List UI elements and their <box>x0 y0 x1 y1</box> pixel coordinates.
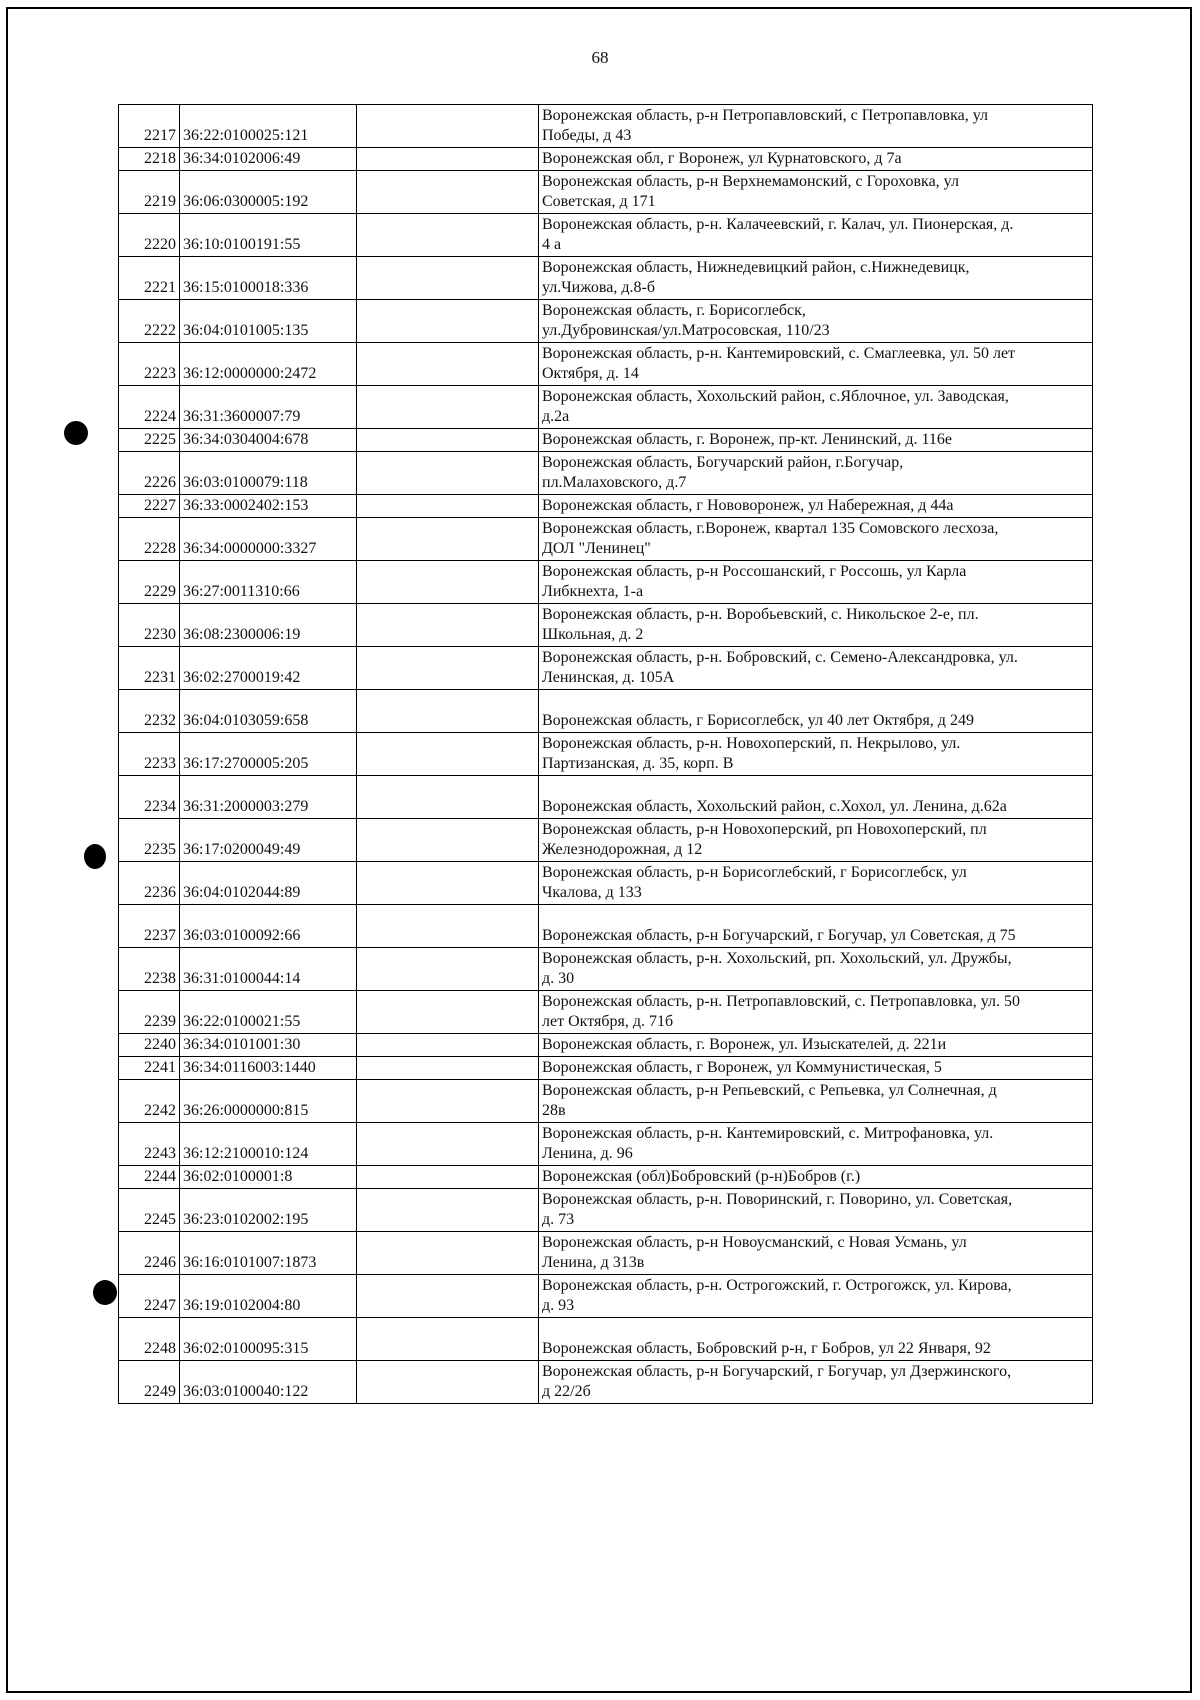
hole-punch-mark-3 <box>93 1280 117 1305</box>
table-row <box>119 300 1093 343</box>
cadastral-number: 36:23:0102002:195 <box>180 1189 357 1232</box>
address-cell: Воронежская область, р-н Петропавловский, с Петропавловка, ул Победы, д 43 <box>539 105 1093 148</box>
cadastral-number: 36:02:0100001:8 <box>180 1166 357 1189</box>
address-cell: Воронежская область, р-н Россошанский, г Россошь, ул Карла Либкнехта, 1-а <box>539 561 1093 604</box>
address-cell: Воронежская область, р-н. Калачеевский, г. Калач, ул. Пионерская, д. 4 а <box>539 214 1093 257</box>
row-number: 2237 <box>119 905 180 948</box>
empty-cell <box>357 776 539 819</box>
table-row <box>119 991 1093 1034</box>
empty-cell <box>357 1361 539 1404</box>
row-number: 2226 <box>119 452 180 495</box>
empty-cell <box>357 105 539 148</box>
cadastral-number: 36:34:0102006:49 <box>180 148 357 171</box>
row-number: 2229 <box>119 561 180 604</box>
address-cell: Воронежская область, р-н. Кантемировский, с. Митрофановка, ул. Ленина, д. 96 <box>539 1123 1093 1166</box>
address-cell: Воронежская область, г. Воронеж, пр-кт. Ленинский, д. 116е <box>539 429 1093 452</box>
empty-cell <box>357 452 539 495</box>
table-row <box>119 862 1093 905</box>
table-row <box>119 1080 1093 1123</box>
empty-cell <box>357 1189 539 1232</box>
empty-cell <box>357 905 539 948</box>
address-cell: Воронежская область, р-н. Новохоперский, п. Некрылово, ул. Партизанская, д. 35, корп. В <box>539 733 1093 776</box>
table-row <box>119 1189 1093 1232</box>
row-number: 2247 <box>119 1275 180 1318</box>
table-row <box>119 1275 1093 1318</box>
cadastral-number: 36:17:0200049:49 <box>180 819 357 862</box>
address-cell: Воронежская область, р-н Богучарский, г Богучар, ул Советская, д 75 <box>539 905 1093 948</box>
address-cell: Воронежская область, р-н. Кантемировский, с. Смаглеевка, ул. 50 лет Октября, д. 14 <box>539 343 1093 386</box>
cadastral-number: 36:03:0100079:118 <box>180 452 357 495</box>
cadastral-number: 36:02:0100095:315 <box>180 1318 357 1361</box>
empty-cell <box>357 300 539 343</box>
cadastral-number: 36:12:0000000:2472 <box>180 343 357 386</box>
cadastral-number: 36:31:2000003:279 <box>180 776 357 819</box>
empty-cell <box>357 1057 539 1080</box>
empty-cell <box>357 148 539 171</box>
page-number: 68 <box>591 48 609 67</box>
cadastral-number: 36:04:0103059:658 <box>180 690 357 733</box>
row-number: 2240 <box>119 1034 180 1057</box>
table-row <box>119 148 1093 171</box>
table-row <box>119 429 1093 452</box>
row-number: 2246 <box>119 1232 180 1275</box>
table-row <box>119 733 1093 776</box>
empty-cell <box>357 1080 539 1123</box>
cadastral-number: 36:04:0102044:89 <box>180 862 357 905</box>
empty-cell <box>357 1232 539 1275</box>
cadastral-number: 36:31:0100044:14 <box>180 948 357 991</box>
table-row <box>119 604 1093 647</box>
table-row <box>119 819 1093 862</box>
row-number: 2235 <box>119 819 180 862</box>
empty-cell <box>357 257 539 300</box>
row-number: 2234 <box>119 776 180 819</box>
table-row <box>119 1166 1093 1189</box>
registry-table <box>118 104 1093 1404</box>
row-number: 2238 <box>119 948 180 991</box>
address-cell: Воронежская область, г. Борисоглебск, ул.Дубровинская/ул.Матросовская, 110/23 <box>539 300 1093 343</box>
empty-cell <box>357 819 539 862</box>
empty-cell <box>357 1166 539 1189</box>
row-number: 2221 <box>119 257 180 300</box>
empty-cell <box>357 690 539 733</box>
table-row <box>119 105 1093 148</box>
address-cell: Воронежская область, Хохольский район, с.Яблочное, ул. Заводская, д.2а <box>539 386 1093 429</box>
row-number: 2227 <box>119 495 180 518</box>
cadastral-number: 36:02:2700019:42 <box>180 647 357 690</box>
table-row <box>119 495 1093 518</box>
empty-cell <box>357 171 539 214</box>
address-cell: Воронежская область, г. Воронеж, ул. Изыскателей, д. 221и <box>539 1034 1093 1057</box>
address-cell: Воронежская область, р-н. Хохольский, рп. Хохольский, ул. Дружбы, д. 30 <box>539 948 1093 991</box>
table-row <box>119 647 1093 690</box>
address-cell: Воронежская область, р-н. Острогожский, г. Острогожск, ул. Кирова, д. 93 <box>539 1275 1093 1318</box>
address-cell: Воронежская область, Бобровский р-н, г Бобров, ул 22 Января, 92 <box>539 1318 1093 1361</box>
cadastral-number: 36:27:0011310:66 <box>180 561 357 604</box>
row-number: 2219 <box>119 171 180 214</box>
empty-cell <box>357 647 539 690</box>
cadastral-number: 36:17:2700005:205 <box>180 733 357 776</box>
address-cell: Воронежская область, р-н Верхнемамонский, с Гороховка, ул Советская, д 171 <box>539 171 1093 214</box>
table-row <box>119 214 1093 257</box>
cadastral-number: 36:06:0300005:192 <box>180 171 357 214</box>
empty-cell <box>357 948 539 991</box>
row-number: 2242 <box>119 1080 180 1123</box>
empty-cell <box>357 604 539 647</box>
row-number: 2249 <box>119 1361 180 1404</box>
cadastral-number: 36:19:0102004:80 <box>180 1275 357 1318</box>
row-number: 2245 <box>119 1189 180 1232</box>
row-number: 2218 <box>119 148 180 171</box>
row-number: 2231 <box>119 647 180 690</box>
address-cell: Воронежская область, р-н. Петропавловский, с. Петропавловка, ул. 50 лет Октября, д. 71б <box>539 991 1093 1034</box>
cadastral-number: 36:10:0100191:55 <box>180 214 357 257</box>
cadastral-number: 36:34:0116003:1440 <box>180 1057 357 1080</box>
cadastral-number: 36:31:3600007:79 <box>180 386 357 429</box>
row-number: 2223 <box>119 343 180 386</box>
address-cell: Воронежская область, р-н Новоусманский, с Новая Усмань, ул Ленина, д 313в <box>539 1232 1093 1275</box>
empty-cell <box>357 1034 539 1057</box>
address-cell: Воронежская область, Богучарский район, г.Богучар, пл.Малаховского, д.7 <box>539 452 1093 495</box>
cadastral-number: 36:34:0101001:30 <box>180 1034 357 1057</box>
address-cell: Воронежская область, р-н Репьевский, с Репьевка, ул Солнечная, д 28в <box>539 1080 1093 1123</box>
empty-cell <box>357 991 539 1034</box>
address-cell: Воронежская область, р-н. Воробьевский, с. Никольское 2-е, пл. Школьная, д. 2 <box>539 604 1093 647</box>
table-row <box>119 171 1093 214</box>
row-number: 2230 <box>119 604 180 647</box>
row-number: 2224 <box>119 386 180 429</box>
cadastral-number: 36:26:0000000:815 <box>180 1080 357 1123</box>
address-cell: Воронежская область, г Борисоглебск, ул 40 лет Октября, д 249 <box>539 690 1093 733</box>
table-row <box>119 452 1093 495</box>
cadastral-number: 36:16:0101007:1873 <box>180 1232 357 1275</box>
empty-cell <box>357 386 539 429</box>
address-cell: Воронежская область, г.Воронеж, квартал 135 Сомовского лесхоза, ДОЛ "Ленинец" <box>539 518 1093 561</box>
row-number: 2232 <box>119 690 180 733</box>
empty-cell <box>357 1123 539 1166</box>
empty-cell <box>357 495 539 518</box>
table-row <box>119 1361 1093 1404</box>
cadastral-number: 36:12:2100010:124 <box>180 1123 357 1166</box>
row-number: 2248 <box>119 1318 180 1361</box>
table-row <box>119 1232 1093 1275</box>
cadastral-number: 36:04:0101005:135 <box>180 300 357 343</box>
cadastral-number: 36:08:2300006:19 <box>180 604 357 647</box>
cadastral-number: 36:22:0100025:121 <box>180 105 357 148</box>
table-row <box>119 561 1093 604</box>
table-row <box>119 1034 1093 1057</box>
row-number: 2244 <box>119 1166 180 1189</box>
row-number: 2228 <box>119 518 180 561</box>
address-cell: Воронежская область, р-н. Поворинский, г. Поворино, ул. Советская, д. 73 <box>539 1189 1093 1232</box>
table-row <box>119 343 1093 386</box>
cadastral-number: 36:33:0002402:153 <box>180 495 357 518</box>
table-row <box>119 690 1093 733</box>
cadastral-number: 36:03:0100092:66 <box>180 905 357 948</box>
empty-cell <box>357 1318 539 1361</box>
table-row <box>119 905 1093 948</box>
empty-cell <box>357 561 539 604</box>
cadastral-number: 36:34:0000000:3327 <box>180 518 357 561</box>
cadastral-number: 36:03:0100040:122 <box>180 1361 357 1404</box>
cadastral-number: 36:34:0304004:678 <box>180 429 357 452</box>
address-cell: Воронежская область, р-н Борисоглебский, г Борисоглебск, ул Чкалова, д 133 <box>539 862 1093 905</box>
row-number: 2236 <box>119 862 180 905</box>
address-cell: Воронежская область, р-н Новохоперский, рп Новохоперский, пл Железнодорожная, д 12 <box>539 819 1093 862</box>
row-number: 2243 <box>119 1123 180 1166</box>
empty-cell <box>357 429 539 452</box>
table-row <box>119 1318 1093 1361</box>
row-number: 2220 <box>119 214 180 257</box>
table-row <box>119 1123 1093 1166</box>
row-number: 2222 <box>119 300 180 343</box>
address-cell: Воронежская область, Нижнедевицкий район, с.Нижнедевицк, ул.Чижова, д.8-б <box>539 257 1093 300</box>
empty-cell <box>357 733 539 776</box>
table-row <box>119 948 1093 991</box>
row-number: 2233 <box>119 733 180 776</box>
address-cell: Воронежская обл, г Воронеж, ул Курнатовского, д 7а <box>539 148 1093 171</box>
address-cell: Воронежская область, г Нововоронеж, ул Набережная, д 44а <box>539 495 1093 518</box>
hole-punch-mark-1 <box>64 421 88 445</box>
registry-table-body <box>119 105 1093 1404</box>
empty-cell <box>357 343 539 386</box>
row-number: 2239 <box>119 991 180 1034</box>
table-row <box>119 386 1093 429</box>
cadastral-number: 36:22:0100021:55 <box>180 991 357 1034</box>
row-number: 2225 <box>119 429 180 452</box>
empty-cell <box>357 862 539 905</box>
table-row <box>119 257 1093 300</box>
empty-cell <box>357 518 539 561</box>
address-cell: Воронежская область, р-н Богучарский, г Богучар, ул Дзержинского, д 22/2б <box>539 1361 1093 1404</box>
table-row <box>119 776 1093 819</box>
address-cell: Воронежская область, Хохольский район, с.Хохол, ул. Ленина, д.62а <box>539 776 1093 819</box>
address-cell: Воронежская (обл)Бобровский (р-н)Бобров (г.) <box>539 1166 1093 1189</box>
address-cell: Воронежская область, г Воронеж, ул Коммунистическая, 5 <box>539 1057 1093 1080</box>
table-row <box>119 518 1093 561</box>
row-number: 2217 <box>119 105 180 148</box>
empty-cell <box>357 214 539 257</box>
empty-cell <box>357 1275 539 1318</box>
table-row <box>119 1057 1093 1080</box>
hole-punch-mark-2 <box>84 844 106 869</box>
cadastral-number: 36:15:0100018:336 <box>180 257 357 300</box>
row-number: 2241 <box>119 1057 180 1080</box>
address-cell: Воронежская область, р-н. Бобровский, с. Семено-Александровка, ул. Ленинская, д. 105А <box>539 647 1093 690</box>
